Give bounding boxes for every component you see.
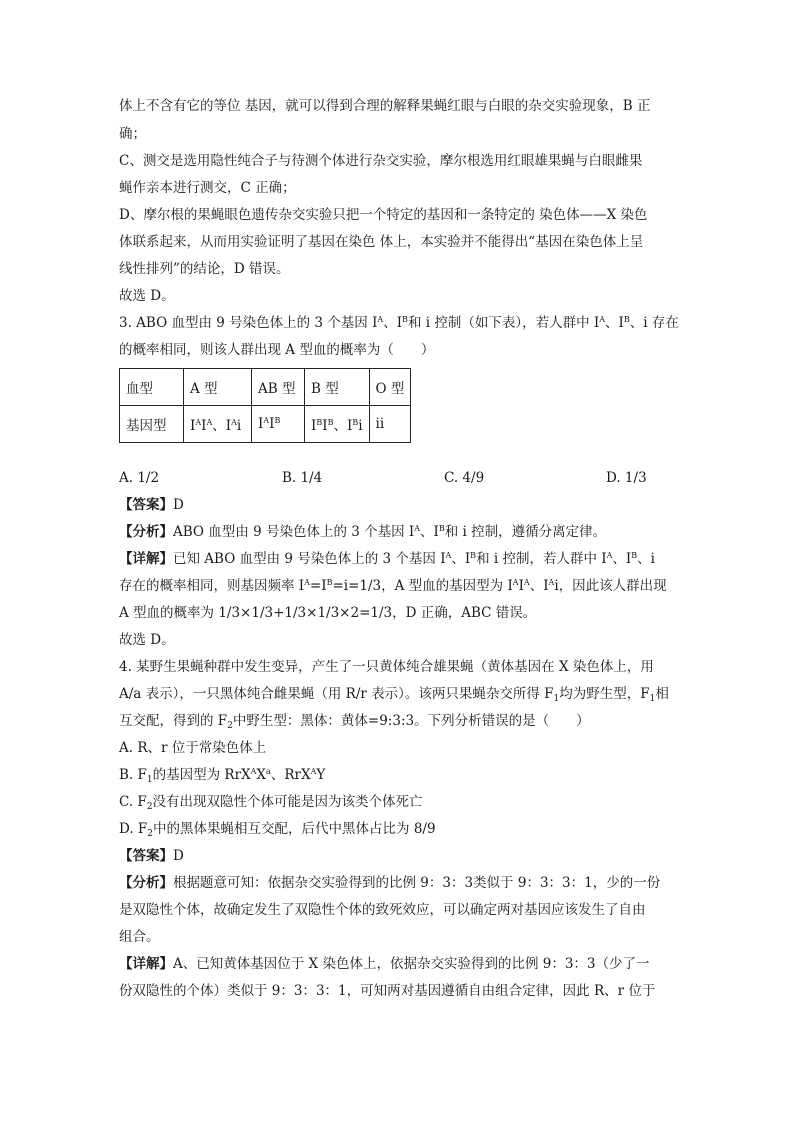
table-header-cell: B 型 bbox=[305, 369, 370, 406]
answer-3: 【答案】D bbox=[119, 497, 184, 513]
table-row bbox=[120, 369, 411, 406]
detail-3: 【详解】已知 ABO 血型由 9 号染色体上的 3 个基因 $I^A$、$I^B$和 i 控制，若人群中 $I^A$、$I^B$、i bbox=[119, 551, 655, 567]
option-a: A. 1/2 bbox=[119, 470, 160, 486]
text-line: 故选 D。 bbox=[119, 632, 175, 648]
option-b: B. 1/4 bbox=[282, 470, 323, 486]
table-cell: $I^AI^B$ bbox=[252, 406, 305, 443]
option-c: C. 4/9 bbox=[444, 470, 485, 486]
analysis-4: 【分析】根据题意可知：依据杂交实验得到的比例 9：3：3类似于 9：3：3：1，少的一份 bbox=[119, 875, 661, 891]
text-line: 体联系起来，从而用实验证明了基因在染色 体上，本实验并不能得出“基因在染色体上呈 bbox=[119, 234, 644, 250]
detail-3-cont: A 型血的概率为 1/3×1/3+1/3×1/3×2=1/3，D 正确，ABC 错误。 bbox=[119, 605, 537, 621]
question-3-stem-cont: 的概率相同，则该人群出现 A 型血的概率为（ ） bbox=[119, 342, 435, 358]
question-4-stem-cont: A/a 表示），一只黑体纯合雌果蝇（用 R/r 表示）。该两只果蝇杂交所得 $F_1$均为野生型，$F_1$相 bbox=[119, 686, 669, 704]
table-cell: 基因型 bbox=[120, 406, 184, 443]
option-a: A. R、r 位于常染色体上 bbox=[119, 740, 267, 756]
detail-3-cont: 存在的概率相同，则基因频率 $I^A=I^B=i=1/3$，A 型血的基因型为 $I^AI^A$、$I^Ai$，因此该人群出现 bbox=[119, 578, 667, 594]
text-line: D、摩尔根的果蝇眼色遗传杂交实验只把一个特定的基因和一条特定的 染色体——X 染色 bbox=[119, 207, 648, 223]
question-4-stem-cont: 互交配，得到的 $F_2$中野生型：黑体：黄体=9:3:3。下列分析错误的是（ ） bbox=[119, 713, 590, 731]
text-line: 线性排列”的结论，D 错误。 bbox=[119, 261, 290, 277]
table-cell: ii bbox=[369, 406, 411, 443]
text-line: 体上不含有它的等位 基因，就可以得到合理的解释果蝇红眼与白眼的杂交实验现象，B 正 bbox=[119, 98, 651, 114]
analysis-4-cont: 是双隐性个体，故确定发生了双隐性个体的致死效应，可以确定两对基因应该发生了自由 bbox=[119, 902, 646, 918]
table-header-cell: 血型 bbox=[120, 369, 184, 406]
option-d: D. $F_2$中的黑体果蝇相互交配，后代中黑体占比为 8/9 bbox=[119, 821, 436, 839]
blood-type-table bbox=[119, 368, 411, 443]
table-header-cell: AB 型 bbox=[252, 369, 305, 406]
detail-4: 【详解】A、已知黄体基因位于 X 染色体上，依据杂交实验得到的比例 9：3：3（少了一 bbox=[119, 956, 650, 972]
text-line: 故选 D。 bbox=[119, 288, 175, 304]
detail-4-cont: 份双隐性的个体）类似于 9：3：3：1，可知两对基因遵循自由组合定律，因此 R、r 位于 bbox=[119, 983, 656, 999]
option-c: C. $F_2$没有出现双隐性个体可能是因为该类个体死亡 bbox=[119, 794, 423, 812]
table-header-cell: A 型 bbox=[184, 369, 252, 406]
table-row bbox=[120, 406, 411, 443]
text-line: 蝇作亲本进行测交，C 正确； bbox=[119, 180, 296, 196]
question-4-stem: 4. 某野生果蝇种群中发生变异，产生了一只黄体纯合雄果蝇（黄体基因在 X 染色体上，用 bbox=[119, 659, 654, 675]
table-header-cell: O 型 bbox=[369, 369, 411, 406]
table-cell: $I^AI^A$、$I^Ai$ bbox=[184, 406, 252, 443]
answer-4: 【答案】D bbox=[119, 848, 184, 864]
question-3-stem: 3. ABO 血型由 9 号染色体上的 3 个基因 $I^A$、$I^B$和 i 控制（如下表），若人群中 $I^A$、$I^B$、i 存在 bbox=[119, 315, 679, 331]
analysis-3: 【分析】ABO 血型由 9 号染色体上的 3 个基因 $I^A$、$I^B$和 i 控制，遵循分离定律。 bbox=[119, 524, 607, 540]
option-d: D. 1/3 bbox=[606, 470, 647, 486]
analysis-4-cont: 组合。 bbox=[119, 929, 160, 945]
text-line: C、测交是选用隐性纯合子与待测个体进行杂交实验，摩尔根选用红眼雄果蝇与白眼雌果 bbox=[119, 153, 643, 169]
option-b: B. $F_1$的基因型为 $RrX^AX^a$、RrX$^A$Y bbox=[119, 767, 326, 785]
text-line: 确； bbox=[119, 126, 146, 142]
table-cell: $I^BI^B$、$I^Bi$ bbox=[305, 406, 370, 443]
